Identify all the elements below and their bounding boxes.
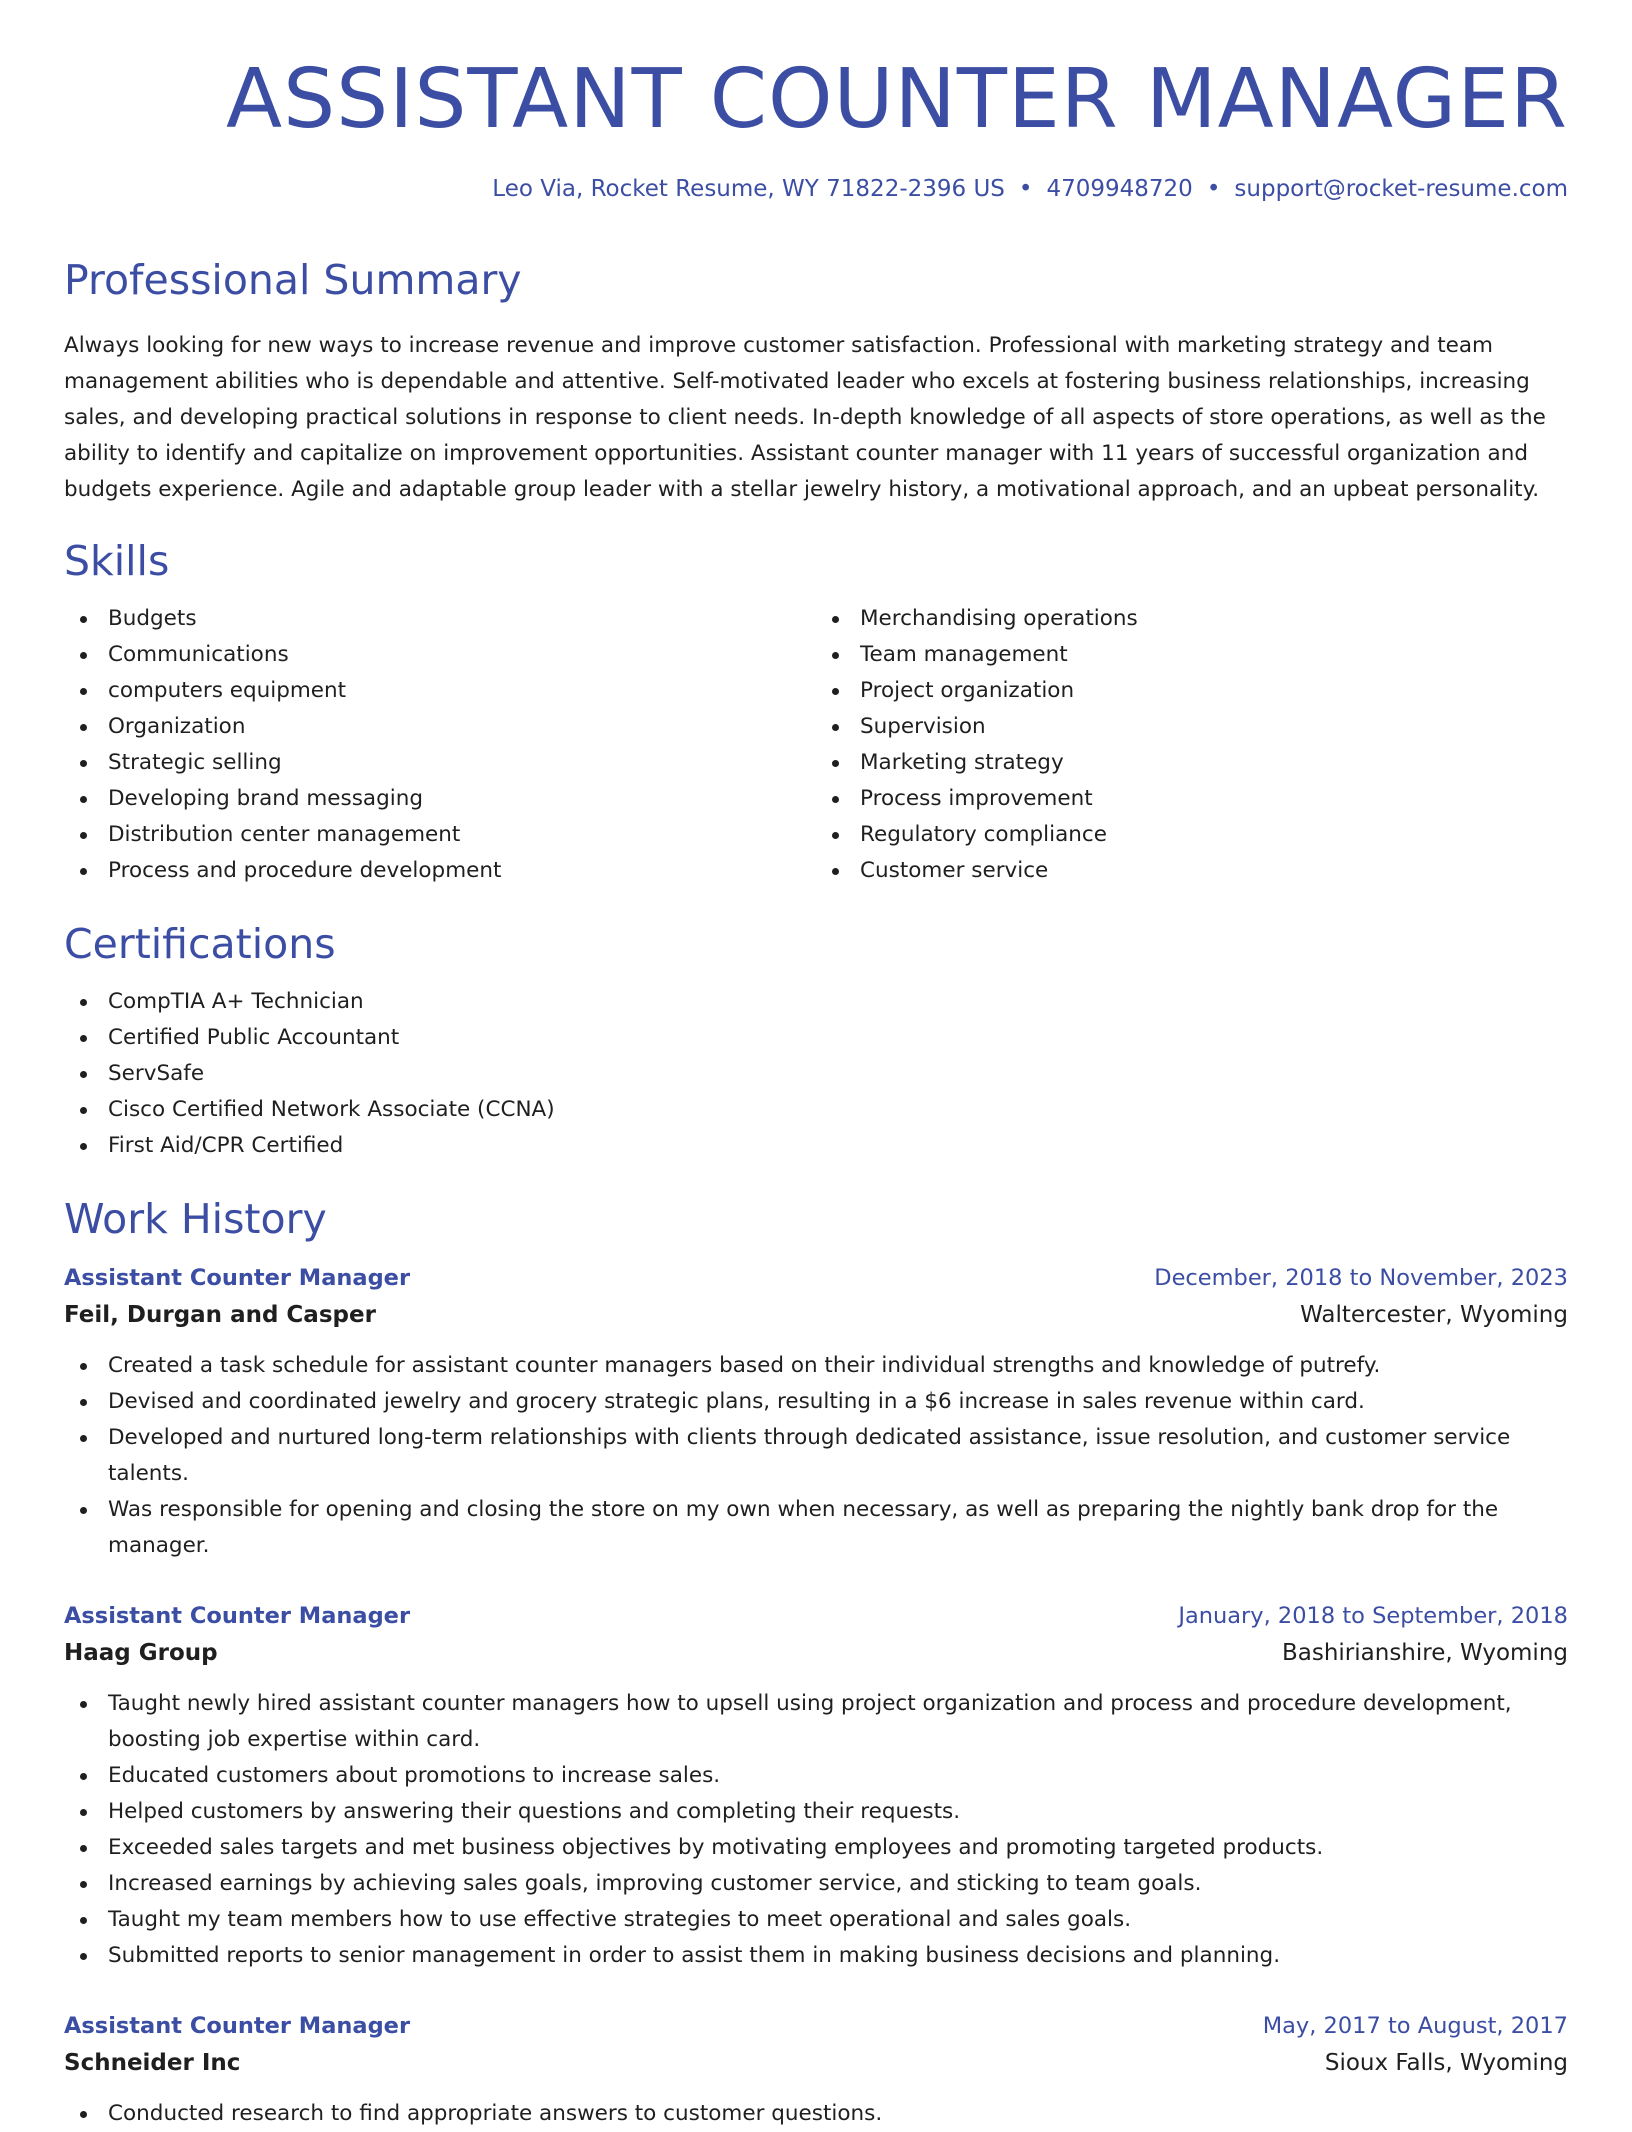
contact-phone: 4709948720 bbox=[1046, 175, 1193, 202]
job-dates: January, 2018 to September, 2018 bbox=[1178, 1602, 1568, 1629]
job-header bbox=[64, 1598, 1568, 1634]
job-bullets bbox=[64, 1686, 1568, 1974]
job-bullet: Educated customers about promotions to increase sales. bbox=[108, 1758, 1568, 1794]
skill-item: Regulatory compliance bbox=[860, 817, 1568, 853]
job-bullets bbox=[64, 2096, 1568, 2132]
job-bullet: Developed and nurtured long-term relationships with clients through dedicated assistance, issue resolution, and customer service talents. bbox=[108, 1420, 1568, 1492]
job-header bbox=[64, 2008, 1568, 2044]
job-title: Assistant Counter Manager bbox=[64, 1264, 411, 1291]
skill-item: Merchandising operations bbox=[860, 601, 1568, 637]
skill-item: Supervision bbox=[860, 709, 1568, 745]
job-bullet: Taught my team members how to use effective strategies to meet operational and sales goals. bbox=[108, 1902, 1568, 1938]
certification-item: First Aid/CPR Certified bbox=[108, 1128, 1568, 1164]
job-location: Sioux Falls, Wyoming bbox=[1324, 2049, 1568, 2076]
skill-item: Marketing strategy bbox=[860, 745, 1568, 781]
job-header bbox=[64, 1260, 1568, 1296]
skill-item: Strategic selling bbox=[108, 745, 816, 781]
job-bullet: Increased earnings by achieving sales goals, improving customer service, and sticking to team goals. bbox=[108, 1866, 1568, 1902]
skill-item: Process and procedure development bbox=[108, 853, 816, 889]
skills-right-column bbox=[816, 601, 1568, 889]
job-bullet: Was responsible for opening and closing the store on my own when necessary, as well as preparing the nightly bank drop for the manager. bbox=[108, 1492, 1568, 1564]
job-entry bbox=[64, 2008, 1568, 2132]
job-location: Bashirianshire, Wyoming bbox=[1281, 1639, 1568, 1666]
certification-item: Cisco Certified Network Associate (CCNA) bbox=[108, 1092, 1568, 1128]
work-history-heading: Work History bbox=[64, 1195, 327, 1244]
skill-item: Communications bbox=[108, 637, 816, 673]
contact-line bbox=[64, 175, 1568, 205]
skill-item: Process improvement bbox=[860, 781, 1568, 817]
summary-text: Always looking for new ways to increase revenue and improve customer satisfaction. Professional with marketing strategy and team management abilities who is dependable and attentive. Self-motivated leader who excels at fostering business relationships, increasing sales, and developing practical solutions in response to client needs. In-depth knowledge of all aspects of store operations, as well as the ability to identify and capitalize on improvement opportunities. Assistant counter manager with 11 years of successful organization and budgets experience. Agile and adaptable group leader with a stellar jewelry history, a motivational approach, and an upbeat personality. bbox=[64, 332, 1546, 502]
skill-item: Organization bbox=[108, 709, 816, 745]
job-title: Assistant Counter Manager bbox=[64, 2012, 411, 2039]
skill-item: Team management bbox=[860, 637, 1568, 673]
job-bullet: Devised and coordinated jewelry and grocery strategic plans, resulting in a $6 increase in sales revenue within card. bbox=[108, 1384, 1568, 1420]
certification-item: CompTIA A+ Technician bbox=[108, 984, 1568, 1020]
skill-item: Customer service bbox=[860, 853, 1568, 889]
job-entry bbox=[64, 1598, 1568, 1974]
skill-item: Developing brand messaging bbox=[108, 781, 816, 817]
job-bullet: Conducted research to find appropriate answers to customer questions. bbox=[108, 2096, 1568, 2132]
job-company: Schneider Inc bbox=[64, 2049, 241, 2076]
resume-name: ASSISTANT COUNTER MANAGER bbox=[225, 52, 1568, 147]
job-entry bbox=[64, 1260, 1568, 1564]
job-subheader bbox=[64, 1634, 1568, 1672]
job-bullet: Exceeded sales targets and met business objectives by motivating employees and promoting targeted products. bbox=[108, 1830, 1568, 1866]
contact-separator: • bbox=[1206, 175, 1221, 202]
certification-item: ServSafe bbox=[108, 1056, 1568, 1092]
job-location: Waltercester, Wyoming bbox=[1300, 1301, 1568, 1328]
job-bullet: Taught newly hired assistant counter managers how to upsell using project organization and process and procedure development, boosting job expertise within card. bbox=[108, 1686, 1568, 1758]
contact-address: Leo Via, Rocket Resume, WY 71822-2396 US bbox=[492, 175, 1005, 202]
skills-list bbox=[64, 601, 1568, 889]
skill-item: Project organization bbox=[860, 673, 1568, 709]
certifications-list bbox=[64, 984, 1568, 1164]
job-bullet: Submitted reports to senior management in order to assist them in making business decisions and planning. bbox=[108, 1938, 1568, 1974]
job-bullet: Helped customers by answering their questions and completing their requests. bbox=[108, 1794, 1568, 1830]
job-subheader bbox=[64, 1296, 1568, 1334]
job-bullet: Created a task schedule for assistant counter managers based on their individual strengths and knowledge of putrefy. bbox=[108, 1348, 1568, 1384]
job-company: Haag Group bbox=[64, 1639, 218, 1666]
job-dates: May, 2017 to August, 2017 bbox=[1262, 2012, 1568, 2039]
skill-item: computers equipment bbox=[108, 673, 816, 709]
certification-item: Certified Public Accountant bbox=[108, 1020, 1568, 1056]
contact-separator: • bbox=[1018, 175, 1033, 202]
skills-left-column bbox=[64, 601, 816, 889]
contact-email: support@rocket-resume.com bbox=[1234, 175, 1568, 202]
job-bullets bbox=[64, 1348, 1568, 1564]
job-subheader bbox=[64, 2044, 1568, 2082]
summary-heading: Professional Summary bbox=[64, 255, 522, 304]
skills-heading: Skills bbox=[64, 536, 170, 585]
job-company: Feil, Durgan and Casper bbox=[64, 1301, 376, 1328]
job-dates: December, 2018 to November, 2023 bbox=[1154, 1264, 1568, 1291]
job-title: Assistant Counter Manager bbox=[64, 1602, 411, 1629]
certifications-heading: Certifications bbox=[64, 920, 336, 969]
skill-item: Distribution center management bbox=[108, 817, 816, 853]
skill-item: Budgets bbox=[108, 601, 816, 637]
